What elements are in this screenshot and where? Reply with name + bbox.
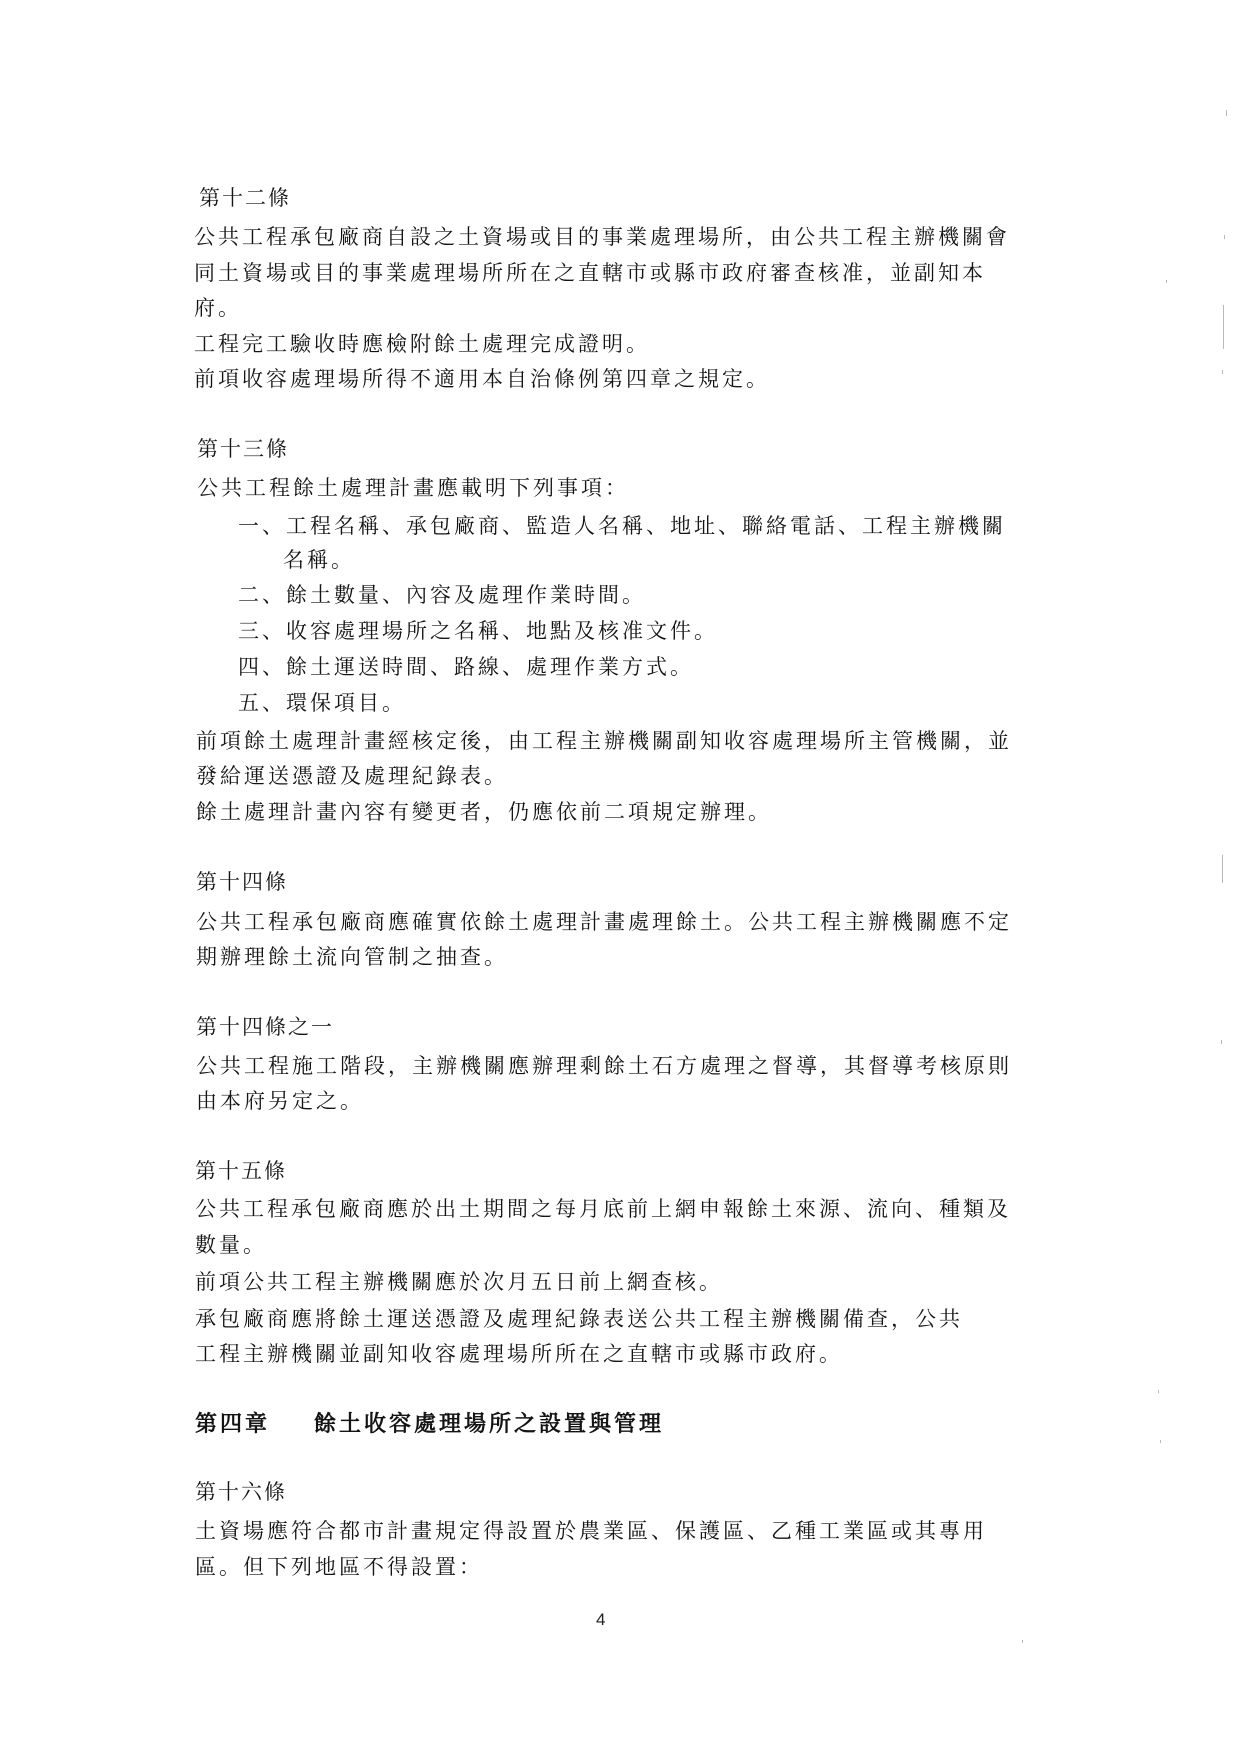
scan-mark — [1222, 370, 1223, 374]
article-14-1-paragraph-1-line-2: 由本府另定之。 — [196, 1089, 364, 1113]
scan-mark — [1022, 1640, 1023, 1643]
scan-mark — [1221, 1040, 1222, 1044]
chapter-4-number: 第四章 — [195, 1411, 271, 1437]
scan-mark — [1223, 305, 1224, 349]
scan-mark — [1160, 1440, 1161, 1443]
article-12-paragraph-3: 前項收容處理場所得不適用本自治條例第四章之規定。 — [194, 367, 770, 391]
article-14-paragraph-1-line-2: 期辦理餘土流向管制之抽查。 — [196, 945, 508, 969]
article-13-item-1-line-1: 一、工程名稱、承包廠商、監造人名稱、地址、聯絡電話、工程主辦機關 — [238, 514, 1006, 538]
article-15-paragraph-1-line-2: 數量。 — [195, 1233, 267, 1257]
chapter-4-title: 餘土收容處理場所之設置與管理 — [314, 1411, 665, 1437]
scan-mark — [1222, 855, 1223, 883]
article-15-paragraph-2: 前項公共工程主辦機關應於次月五日前上網查核。 — [195, 1270, 723, 1294]
article-13-item-2: 二、餘土數量、內容及處理作業時間。 — [238, 583, 646, 607]
article-14-heading: 第十四條 — [196, 870, 288, 894]
article-14-1-heading: 第十四條之一 — [196, 1015, 334, 1039]
article-12-paragraph-1-line-2: 同土資場或目的事業處理場所所在之直轄市或縣市政府審查核准，並副知本 — [194, 261, 986, 285]
article-15-paragraph-3-line-1: 承包廠商應將餘土運送憑證及處理紀錄表送公共工程主辦機關備查，公共 — [195, 1307, 963, 1331]
article-12-paragraph-1-line-1: 公共工程承包廠商自設之土資場或目的事業處理場所，由公共工程主辦機關會 — [194, 225, 1010, 249]
article-16-heading: 第十六條 — [195, 1480, 287, 1504]
page-number: 4 — [596, 1610, 606, 1629]
scan-mark — [1226, 110, 1227, 116]
article-13-item-1-line-2: 名稱。 — [283, 548, 355, 572]
article-13-item-3: 三、收容處理場所之名稱、地點及核准文件。 — [238, 619, 718, 643]
article-12-paragraph-1-line-3: 府。 — [194, 296, 242, 320]
article-12-heading: 第十二條 — [199, 186, 291, 210]
scan-mark — [1224, 235, 1225, 239]
article-14-paragraph-1-line-1: 公共工程承包廠商應確實依餘土處理計畫處理餘土。公共工程主辦機關應不定 — [196, 910, 1012, 934]
article-14-1-paragraph-1-line-1: 公共工程施工階段，主辦機關應辦理剩餘土石方處理之督導，其督導考核原則 — [196, 1054, 1012, 1078]
scan-mark — [1166, 280, 1167, 283]
article-13-heading: 第十三條 — [197, 437, 289, 461]
article-15-paragraph-1-line-1: 公共工程承包廠商應於出土期間之每月底前上網申報餘土來源、流向、種類及 — [195, 1197, 1011, 1221]
article-13-paragraph-3: 餘土處理計畫內容有變更者，仍應依前二項規定辦理。 — [196, 800, 772, 824]
article-12-paragraph-2: 工程完工驗收時應檢附餘土處理完成證明。 — [194, 332, 650, 356]
article-13-paragraph-2-line-1: 前項餘土處理計畫經核定後，由工程主辦機關副知收容處理場所主管機關，並 — [196, 729, 1012, 753]
article-13-paragraph-2-line-2: 發給運送憑證及處理紀錄表。 — [196, 764, 508, 788]
article-16-paragraph-1-line-1: 土資場應符合都市計畫規定得設置於農業區、保護區、乙種工業區或其專用 — [195, 1519, 987, 1543]
scan-mark — [1158, 1390, 1159, 1393]
article-15-heading: 第十五條 — [195, 1159, 287, 1183]
article-13-intro: 公共工程餘土處理計畫應載明下列事項： — [197, 476, 629, 500]
article-13-item-4: 四、餘土運送時間、路線、處理作業方式。 — [238, 655, 694, 679]
article-13-item-5: 五、環保項目。 — [238, 691, 406, 715]
article-15-paragraph-3-line-2: 工程主辦機關並副知收容處理場所所在之直轄市或縣市政府。 — [195, 1342, 843, 1366]
article-16-paragraph-1-line-2: 區。但下列地區不得設置： — [195, 1555, 483, 1579]
